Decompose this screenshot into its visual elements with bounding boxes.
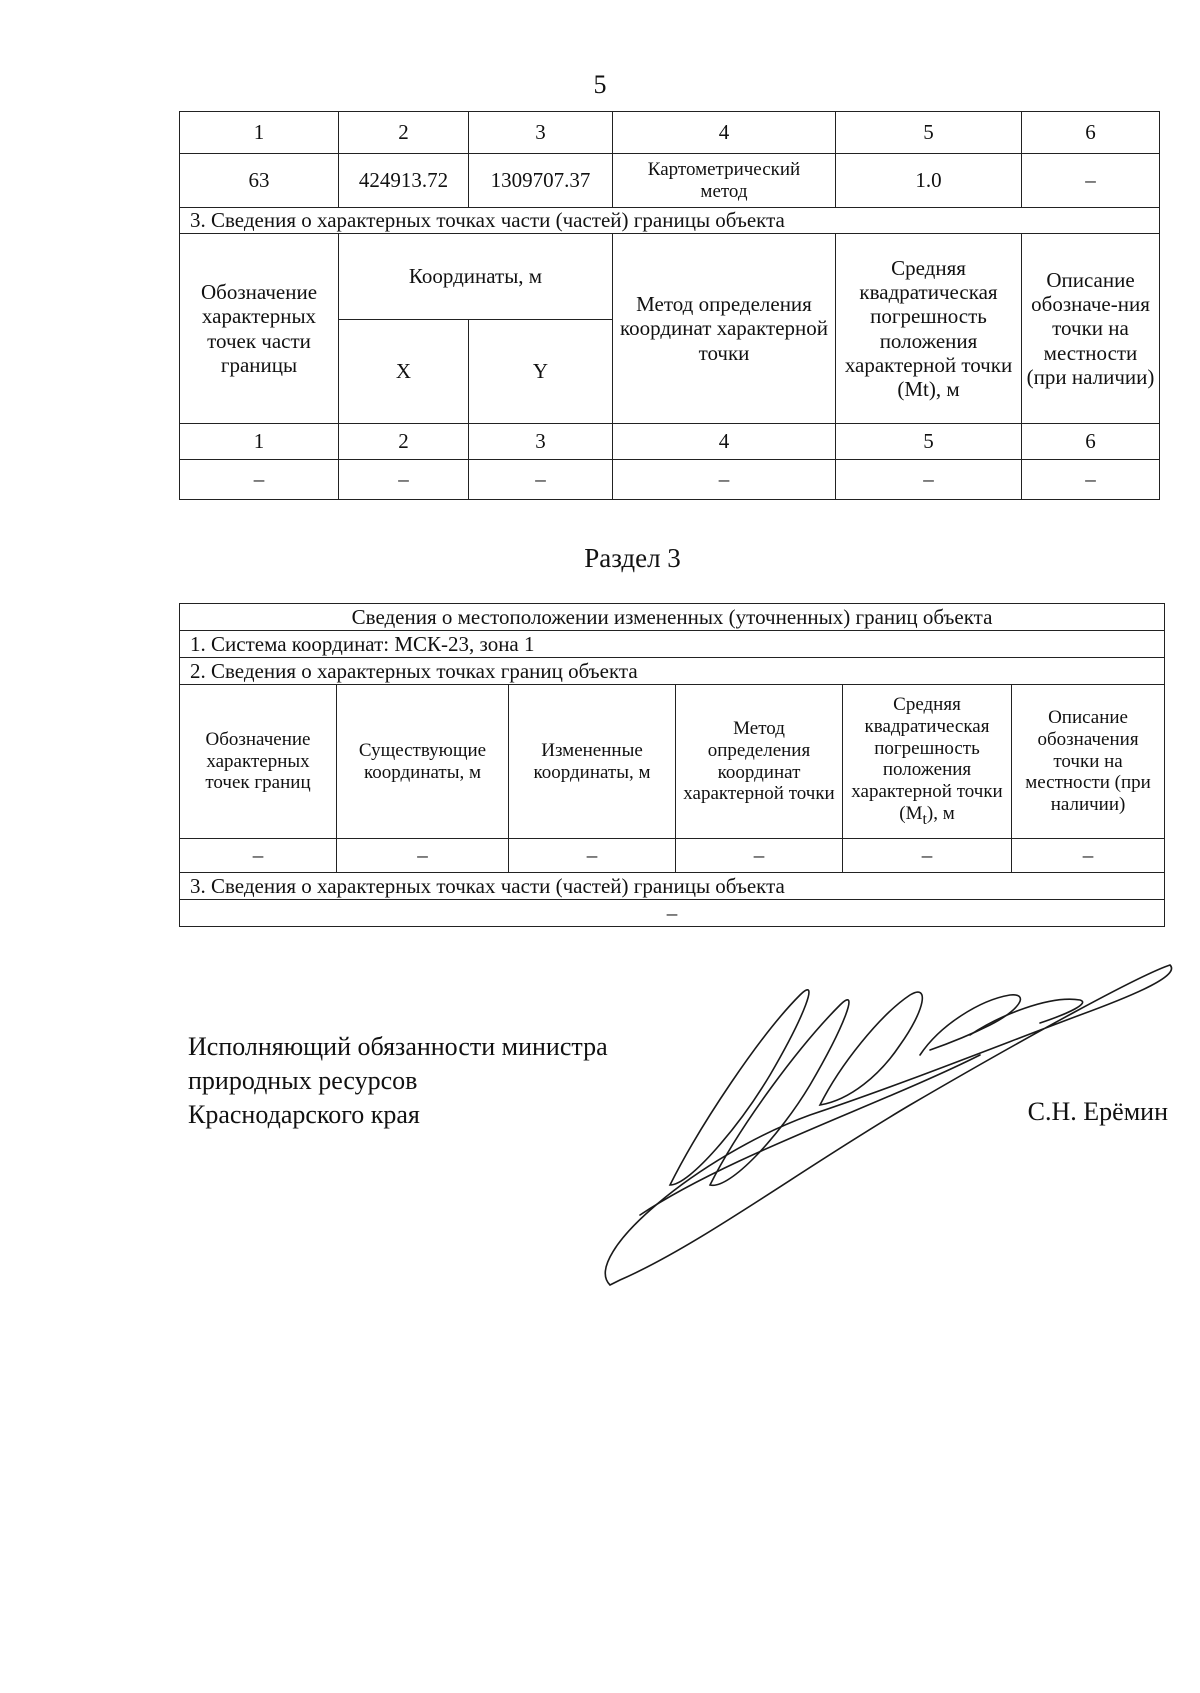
empty-cell: – (509, 839, 676, 873)
part-boundary-heading: 3. Сведения о характерных точках части (частей) границы объекта (180, 208, 1160, 234)
empty-cell: – (180, 460, 339, 500)
header-y: Y (469, 320, 613, 424)
position-line: природных ресурсов (188, 1066, 418, 1095)
header-description: Описание обозначения точки на местности (при наличии) (1012, 685, 1165, 839)
table-row (180, 460, 1160, 500)
col-number: 6 (1022, 112, 1160, 154)
position-line: Краснодарского края (188, 1100, 420, 1129)
mean-error: 1.0 (836, 154, 1022, 208)
header-changed-coordinates: Измененные координаты, м (509, 685, 676, 839)
method-cell (613, 154, 836, 208)
empty-cell: – (339, 460, 469, 500)
coordinate-x: 424913.72 (339, 154, 469, 208)
part-boundary-heading: 3. Сведения о характерных точках части (частей) границы объекта (180, 873, 1165, 900)
coordinate-y: 1309707.37 (469, 154, 613, 208)
empty-cell: – (337, 839, 509, 873)
empty-cell: – (180, 839, 337, 873)
header-existing-coordinates: Существующие координаты, м (337, 685, 509, 839)
empty-cell: – (676, 839, 843, 873)
points-heading: 2. Сведения о характерных точках границ объекта (180, 658, 1165, 685)
column-numbers-row (180, 112, 1160, 154)
empty-cell: – (1012, 839, 1165, 873)
table-row (180, 839, 1165, 873)
column-numbers-row (180, 424, 1160, 460)
header-method: Метод определения координат характерной точки (613, 234, 836, 424)
position-line: Исполняющий обязанности министра (188, 1032, 608, 1061)
col-number: 5 (836, 424, 1022, 460)
section-title: Раздел 3 (584, 543, 681, 573)
col-number: 2 (339, 424, 469, 460)
table-row (180, 154, 1160, 208)
header-x: X (339, 320, 469, 424)
header-description: Описание обозначе-ния точки на местности (при наличии) (1022, 234, 1160, 424)
col-number: 2 (339, 112, 469, 154)
col-number: 1 (180, 112, 339, 154)
part-boundary-value: – (180, 900, 1165, 927)
point-description: – (1022, 154, 1160, 208)
col-number: 3 (469, 112, 613, 154)
point-designation: 63 (180, 154, 339, 208)
col-number: 5 (836, 112, 1022, 154)
header-mean-error (843, 685, 1012, 839)
col-number: 6 (1022, 424, 1160, 460)
error-text: Средняя квадратическая погрешность положения характерной точки (M (851, 693, 1003, 825)
page-number: 5 (593, 70, 607, 99)
error-text: ), м (926, 803, 955, 825)
empty-cell: – (469, 460, 613, 500)
header-designation: Обозначение характерных точек границ (180, 685, 337, 839)
empty-cell: – (843, 839, 1012, 873)
col-number: 1 (180, 424, 339, 460)
header-coordinates: Координаты, м (339, 234, 613, 320)
col-number: 4 (613, 424, 836, 460)
coordinate-system: 1. Система координат: МСК-23, зона 1 (180, 631, 1165, 658)
col-number: 4 (613, 112, 836, 154)
signatory-name: С.Н. Ерёмин (1027, 1097, 1168, 1126)
error-subscript: t (922, 810, 927, 828)
method-line: Картометрический (647, 158, 801, 180)
header-designation: Обозначение характерных точек части границы (180, 234, 339, 424)
empty-cell: – (613, 460, 836, 500)
table-title: Сведения о местоположении измененных (уточненных) границ объекта (180, 604, 1165, 631)
changed-boundaries-table (179, 603, 1165, 927)
boundary-points-table (179, 111, 1160, 500)
method-line: метод (700, 180, 748, 202)
empty-cell: – (836, 460, 1022, 500)
header-method: Метод определения координат характерной точки (676, 685, 843, 839)
signatory-position (188, 1030, 608, 1132)
header-mean-error: Средняя квадратическая погрешность положения характерной точки (Mt), м (836, 234, 1022, 424)
empty-cell: – (1022, 460, 1160, 500)
col-number: 3 (469, 424, 613, 460)
